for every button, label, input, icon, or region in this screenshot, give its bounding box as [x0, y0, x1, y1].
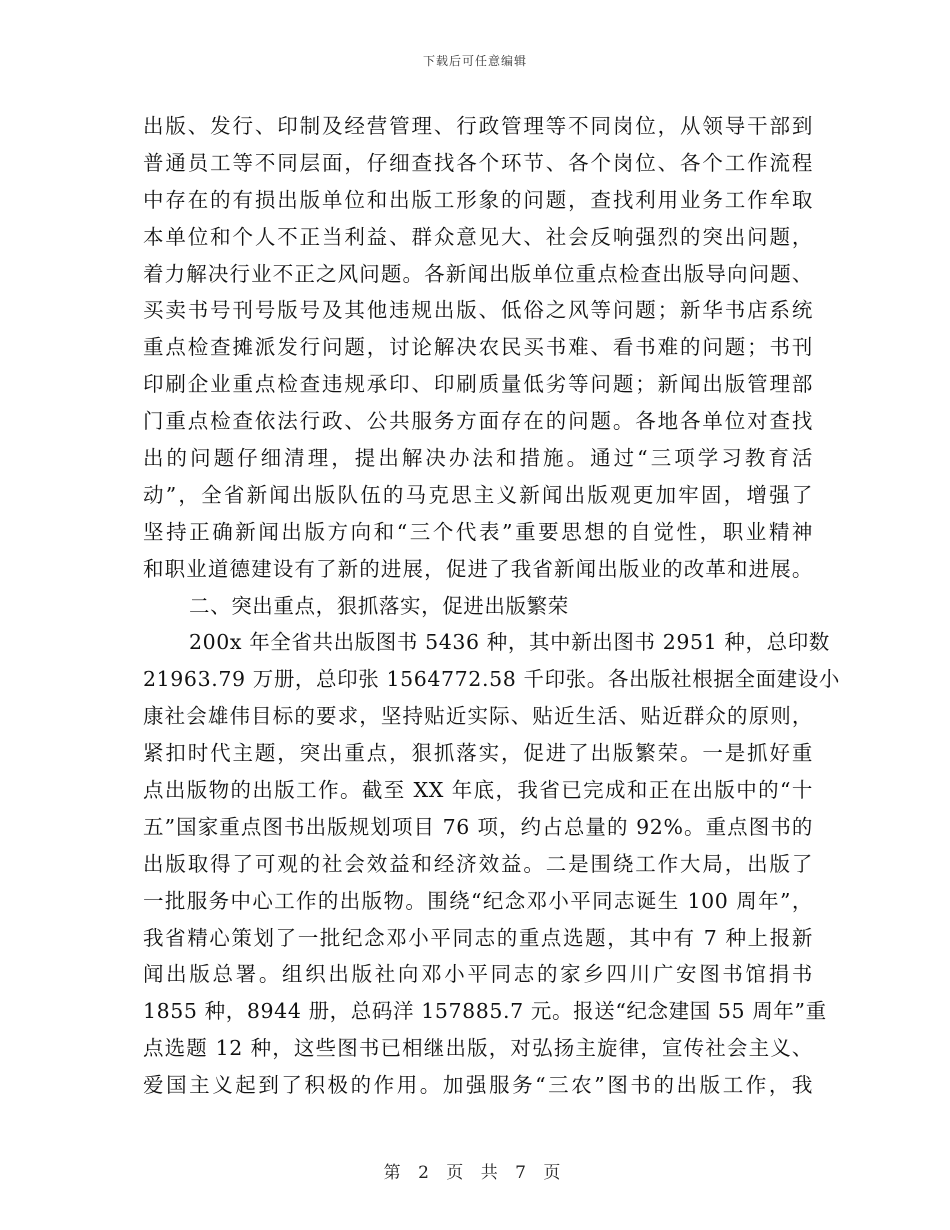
text-line: 本单位和个人不正当利益、群众意见大、社会反响强烈的突出问题， — [143, 224, 813, 249]
text-line: 印刷企业重点检查违规承印、印刷质量低劣等问题；新闻出版管理部 — [143, 372, 813, 397]
text-line: 坚持正确新闻出版方向和“三个代表”重要思想的自觉性，职业精神 — [143, 519, 813, 544]
text-line: 和职业道德建设有了新的进展，促进了我省新闻出版业的改革和进展。 — [143, 556, 813, 581]
text-line: 买卖书号刊号版号及其他违规出版、低俗之风等问题；新华书店系统 — [143, 298, 813, 323]
text-line: 动”，全省新闻出版队伍的马克思主义新闻出版观更加牢固，增强了 — [143, 482, 813, 507]
text-line: 一批服务中心工作的出版物。围绕“纪念邓小平同志诞生 100 周年”， — [143, 888, 813, 913]
text-line: 1855 种，8944 册，总码洋 157885.7 元。报送“纪念建国 55 周年”重 — [143, 999, 827, 1024]
text-line: 中存在的有损出版单位和出版工形象的问题，查找利用业务工作牟取 — [143, 187, 813, 212]
text-line: 五”国家重点图书出版规划项目 76 项，约占总量的 92%。重点图书的 — [143, 814, 813, 839]
page-header: 下载后可任意编辑 — [422, 54, 527, 68]
document-body — [143, 108, 840, 1104]
text-line: 200x 年全省共出版图书 5436 种，其中新出图书 2951 种，总印数 — [189, 630, 830, 655]
section-heading: 二、突出重点，狠抓落实，促进出版繁荣 — [189, 593, 569, 618]
text-line: 爱国主义起到了积极的作用。加强服务“三农”图书的出版工作，我 — [143, 1073, 813, 1098]
text-line: 出版取得了可观的社会效益和经济效益。二是围绕工作大局，出版了 — [143, 851, 813, 876]
text-line: 出版、发行、印制及经营管理、行政管理等不同岗位，从领导干部到 — [143, 114, 813, 138]
text-line: 普通员工等不同层面，仔细查找各个环节、各个岗位、各个工作流程 — [143, 150, 813, 175]
text-line: 紧扣时代主题，突出重点，狠抓落实，促进了出版繁荣。一是抓好重 — [143, 741, 813, 766]
page-number: 第 2 页 共 7 页 — [383, 1163, 567, 1183]
text-line: 出的问题仔细清理，提出解决办法和措施。通过“三项学习教育活 — [143, 446, 813, 471]
text-line: 点出版物的出版工作。截至 XX 年底，我省已完成和正在出版中的“十 — [143, 778, 813, 803]
text-line: 21963.79 万册，总印张 1564772.58 千印张。各出版社根据全面建设小 — [143, 667, 840, 692]
text-line: 重点检查摊派发行问题，讨论解决农民买书难、看书难的问题；书刊 — [143, 335, 813, 360]
text-line: 我省精心策划了一批纪念邓小平同志的重点选题，其中有 7 种上报新 — [143, 925, 813, 950]
text-line: 着力解决行业不正之风问题。各新闻出版单位重点检查出版导向问题、 — [143, 261, 813, 286]
text-line: 门重点检查依法行政、公共服务方面存在的问题。各地各单位对查找 — [143, 409, 813, 434]
text-line: 闻出版总署。组织出版社向邓小平同志的家乡四川广安图书馆捐书 — [143, 962, 813, 987]
text-line: 点选题 12 种，这些图书已相继出版，对弘扬主旋律，宣传社会主义、 — [143, 1036, 813, 1061]
text-line: 康社会雄伟目标的要求，坚持贴近实际、贴近生活、贴近群众的原则， — [143, 704, 813, 729]
